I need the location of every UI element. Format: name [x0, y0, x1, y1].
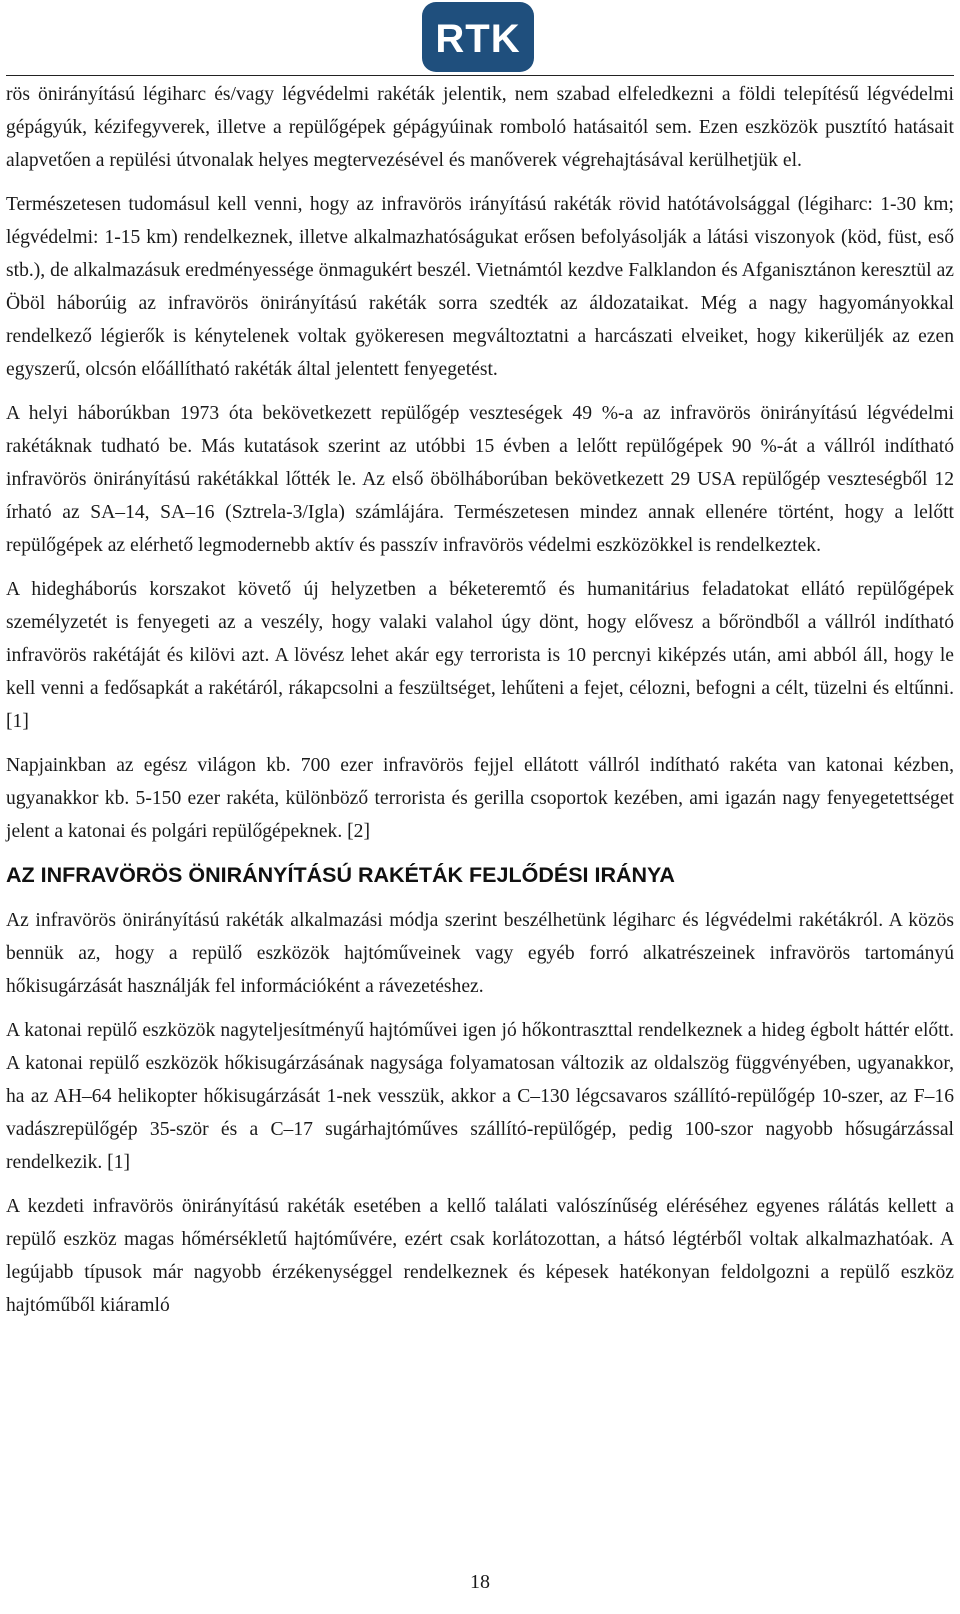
body-paragraph: A hidegháborús korszakot követő új helyzetben a béketeremtő és humanitárius feladatokat ellátó repülőgépek személyzetét is fenyegeti az a veszély, hogy valaki valahol úgy dönt, hogy elővesz a bőröndből a vállról indítható infravörös rakétáját és kilövi azt. A lövész lehet akár egy terrorista is 10 percnyi kiképzés után, ami abból áll, hogy le kell venni a fedősapkát a rakétáról, rákapcsolni a feszültséget, lehűteni a fejet, célozni, befogni a célt, tüzelni és eltűnni. [1] [6, 579, 954, 732]
logo-text: RTK [435, 16, 521, 61]
body-paragraph: A kezdeti infravörös önirányítású rakéták esetében a kellő találati valószínűség eléréséhez egyenes rálátás kellett a repülő eszköz magas hőmérsékletű hajtóművére, ezért csak korlátozottan, a hátsó légtérből voltak alkalmazhatóak. A legújabb típusok már nagyobb érzékenységgel rendelkeznek és képesek hatékonyan feldolgozni a repülő eszköz hajtóműből kiáramló [6, 1196, 954, 1316]
section-heading: AZ INFRAVÖRÖS ÖNIRÁNYÍTÁSÚ RAKÉTÁK FEJLŐDÉSI IRÁNYA [6, 863, 675, 887]
rtk-logo [422, 2, 534, 72]
body-paragraph: A katonai repülő eszközök nagyteljesítményű hajtóművei igen jó hőkontraszttal rendelkeznek a hideg égbolt háttér előtt. A katonai repülő eszközök hőkisugárzásának nagysága folyamatosan változik az oldalszög függvényében, ugyanakkor, ha az AH–64 helikopter hőkisugárzását 1-nek vesszük, akkor a C–130 légcsavaros szállító-repülőgép 10-szer, az F–16 vadászrepülőgép 35-ször és a C–17 sugárhajtóműves szállító-repülőgép, pedig 100-szor nagyobb hősugárzással rendelkezik. [1] [6, 1020, 954, 1173]
header-divider [6, 75, 954, 76]
page-number: 18 [470, 1571, 490, 1593]
body-paragraph: rös önirányítású légiharc és/vagy légvédelmi rakéták jelentik, nem szabad elfeledkezni a földi telepítésű légvédelmi gépágyúk, kézifegyverek, illetve a repülőgépek gépágyúinak romboló hatásaitól sem. Ezen eszközök pusztító hatásait alapvetően a repülési útvonalak helyes megtervezésével és manőverek végrehajtásával kerülhetjük el. [6, 84, 954, 171]
body-paragraph: Az infravörös önirányítású rakéták alkalmazási módja szerint beszélhetünk légiharc és légvédelmi rakétákról. A közös bennük az, hogy a repülő eszközök hajtóműveinek vagy egyéb forró alkatrészeinek infravörös tartományú hőkisugárzását használják fel információként a rávezetéshez. [6, 910, 954, 997]
page-header [0, 0, 960, 80]
document-body [6, 78, 954, 1333]
body-paragraph: Természetesen tudomásul kell venni, hogy az infravörös irányítású rakéták rövid hatótávolsággal (légiharc: 1-30 km; légvédelmi: 1-15 km) rendelkeznek, illetve alkalmazhatóságukat erősen befolyásolják a látási viszonyok (köd, füst, eső stb.), de alkalmazásuk eredményessége önmagukért beszél. Vietnámtól kezdve Falklandon és Afganisztánon keresztül az Öböl háborúig az infravörös önirányítású rakéták sorra szedték az áldozataikat. Még a nagy hagyományokkal rendelkező légierők is kénytelenek voltak gyökeresen megváltoztatni a harcászati elveiket, hogy kikerüljék az ezen egyszerű, olcsón előállítható rakéták által jelentett fenyegetést. [6, 194, 954, 380]
body-paragraph: A helyi háborúkban 1973 óta bekövetkezett repülőgép veszteségek 49 %-a az infravörös önirányítású légvédelmi rakétáknak tudható be. Más kutatások szerint az utóbbi 15 évben a lelőtt repülőgépek 90 %-át a vállról indítható infravörös önirányítású rakétákkal lőtték le. Az első öbölháborúban bekövetkezett 29 USA repülőgép veszteségből 12 írható az SA–14, SA–16 (Sztrela-3/Igla) számlájára. Természetesen mindez annak ellenére történt, hogy a lelőtt repülőgépek az elérhető legmodernebb aktív és passzív infravörös védelmi eszközökkel is rendelkeztek. [6, 403, 954, 556]
body-paragraph: Napjainkban az egész világon kb. 700 ezer infravörös fejjel ellátott vállról indítható rakéta van katonai kézben, ugyanakkor kb. 5-150 ezer rakéta, különböző terrorista és gerilla csoportok kezében, ami igazán nagy fenyegetettséget jelent a katonai és polgári repülőgépeknek. [2] [6, 755, 954, 842]
